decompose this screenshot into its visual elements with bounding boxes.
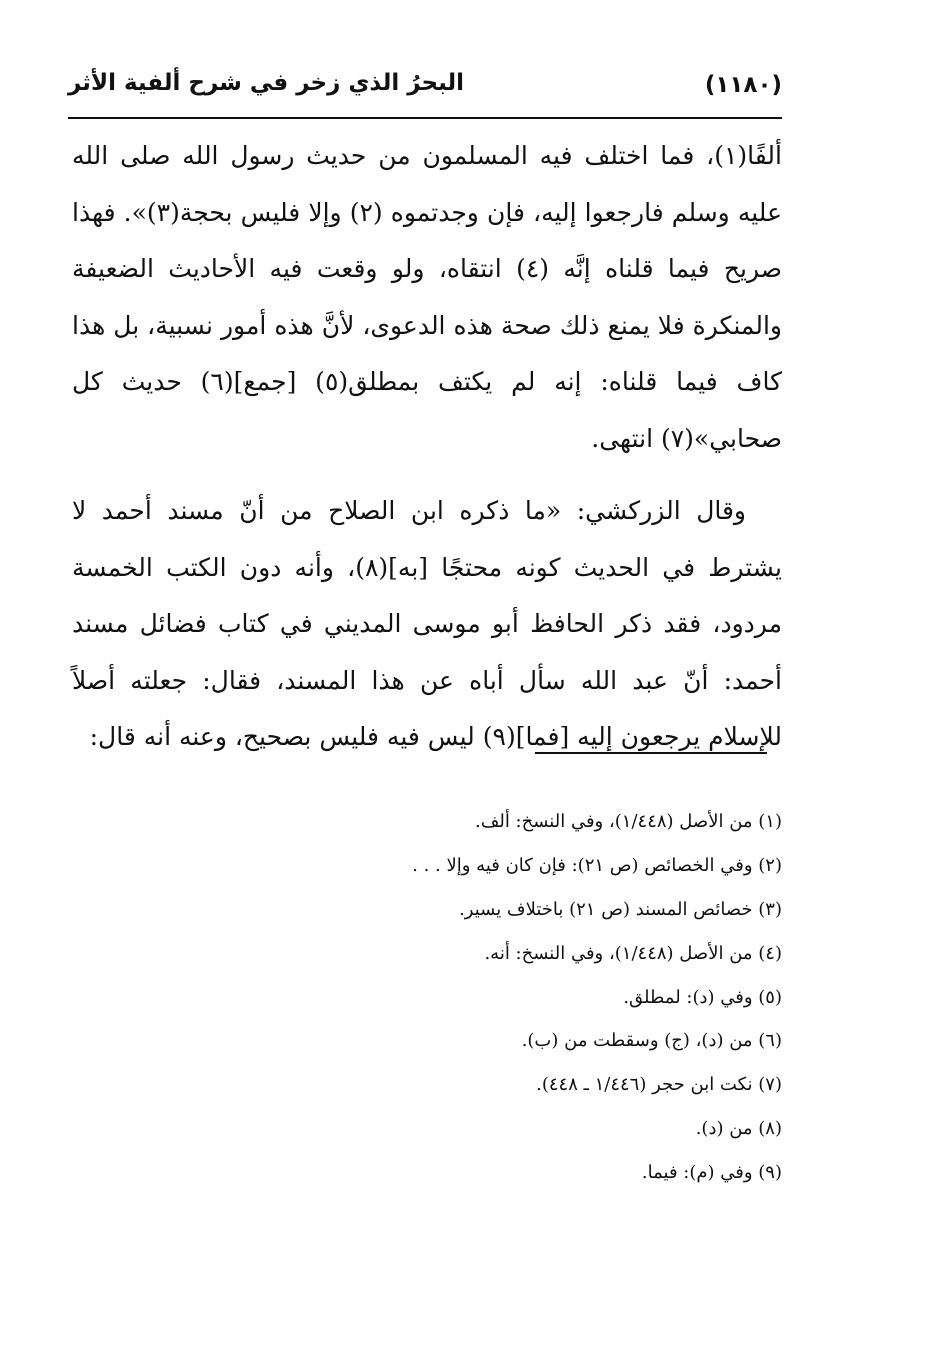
- header-divider: [68, 117, 782, 119]
- footnote-item: (٤) من الأصل (١/٤٤٨)، وفي النسخ: أنه.: [484, 942, 782, 964]
- footnote-item: (٢) وفي الخصائص (ص ٢١): فإن كان فيه وإلا . . .: [412, 854, 782, 876]
- footnote-item: (٨) من (د).: [695, 1118, 782, 1140]
- footnote-item: (٦) من (د)، (ج) وسقطت من (ب).: [521, 1030, 782, 1052]
- footnote-item: (١) من الأصل (١/٤٤٨)، وفي النسخ: ألف.: [475, 811, 782, 832]
- footnote-item: (٩) وفي (م): فيما.: [641, 1162, 782, 1184]
- book-title: البحرُ الذي زخر في شرح ألفية الأثر: [68, 70, 465, 96]
- page-number: (١١٨٠): [704, 72, 782, 98]
- footnote-divider: [535, 752, 767, 754]
- footnote-item: (٥) وفي (د): لمطلق.: [623, 986, 782, 1008]
- main-text: [72, 128, 782, 766]
- page-header: [68, 68, 782, 116]
- footnote-item: (٣) خصائص المسند (ص ٢١) باختلاف يسير.: [459, 898, 782, 920]
- footnote-item: (٧) نكت ابن حجر (١/٤٤٦ ـ ٤٤٨).: [536, 1074, 782, 1096]
- paragraph: وقال الزركشي: «ما ذكره ابن الصلاح من أنّ مسند أحمد لا يشترط في الحديث كونه محتجًا [به](٨)، وأنه دون الكتب الخمسة مردود، فقد ذكر الحافظ أبو موسى المديني في كتاب فضائل مسند أحمد: أنّ عبد الله سأل أباه عن هذا المسند، فقال: جعلته أصلاً للإسلام يرجعون إليه [فما](٩) ليس فيه فليس بصحيح، وعنه أنه قال:: [72, 496, 782, 751]
- paragraph: ألفًا(١)، فما اختلف فيه المسلمون من حديث رسول الله صلى الله عليه وسلم فارجعوا إليه، فإن وجدتموه (٢) وإلا فليس بحجة(٣)». فهذا صريح فيما قلناه إنَّه (٤) انتقاه، ولو وقعت فيه الأحاديث الضعيفة والمنكرة فلا يمنع ذلك صحة هذه الدعوى، لأنَّ هذه أمور نسبية، بل هذا كاف فيما قلناه: إنه لم يكتف بمطلق(٥) [جمع](٦) حديث كل صحابي»(٧) انتهى.: [72, 141, 782, 453]
- footnotes-list: [120, 800, 782, 1195]
